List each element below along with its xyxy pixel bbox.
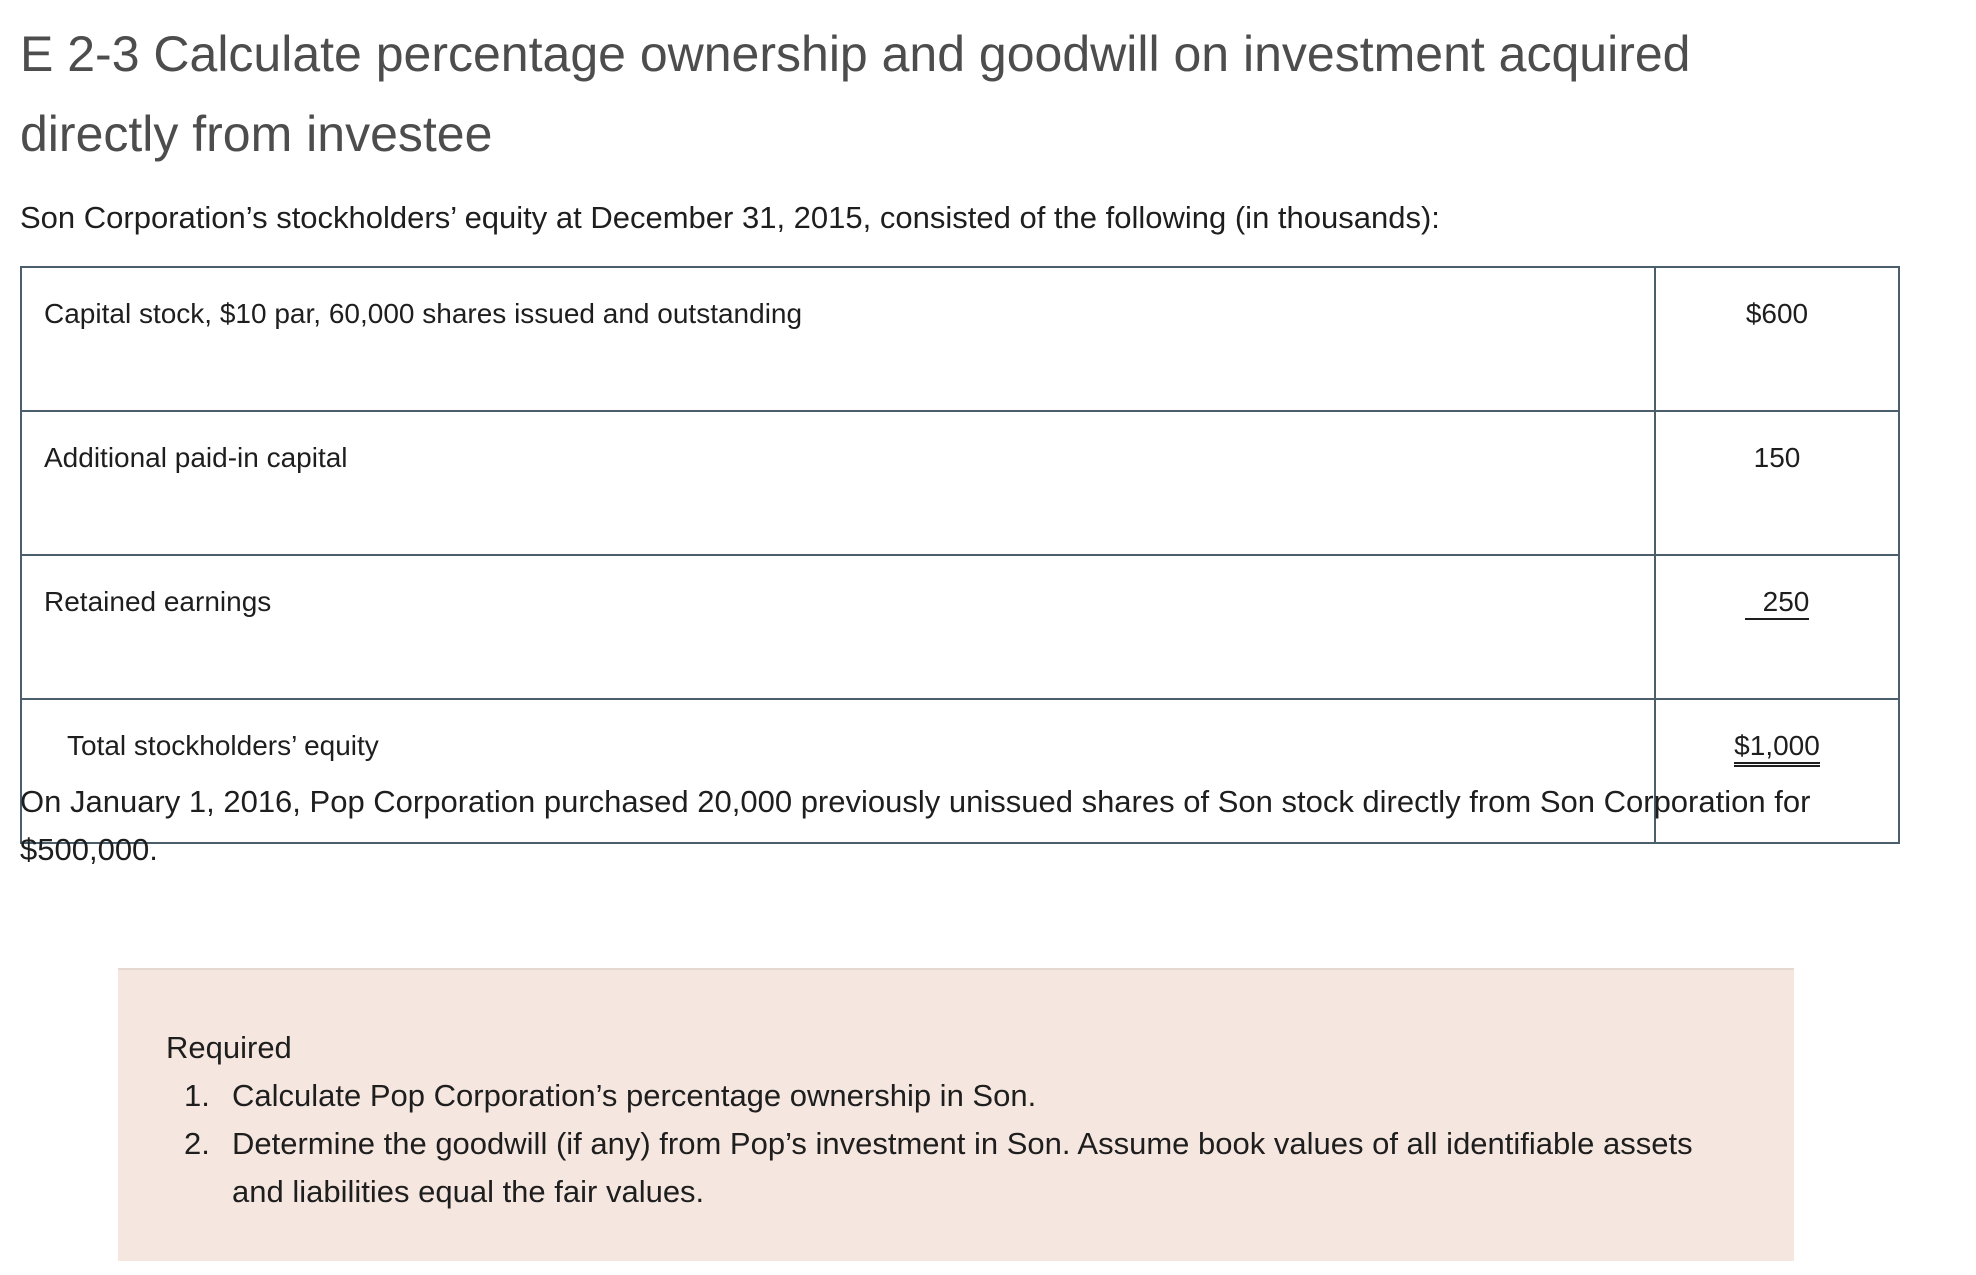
- purchase-narrative: On January 1, 2016, Pop Corporation purchased 20,000 previously unissued shares of Son stock directly from Son Corporation for $500,000.: [20, 784, 1811, 867]
- list-item: [166, 1072, 1726, 1120]
- intro-text: Son Corporation’s stockholders’ equity at December 31, 2015, consisted of the following (in thousands):: [20, 200, 1440, 235]
- list-item: [166, 1120, 1726, 1216]
- row-amount-cell: [1655, 267, 1899, 411]
- row-amount-cell: [1655, 411, 1899, 555]
- required-box: [118, 968, 1794, 1261]
- list-item-text: Determine the goodwill (if any) from Pop’s investment in Son. Assume book values of all identifiable assets and liabilities equal the fair values.: [232, 1126, 1693, 1209]
- row-amount-underlined: 250: [1745, 587, 1810, 620]
- total-label: Total stockholders’ equity: [21, 699, 1655, 843]
- total-amount: $1,000: [1734, 731, 1820, 767]
- table-row: [21, 267, 1899, 411]
- list-item-text: Calculate Pop Corporation’s percentage ownership in Son.: [232, 1078, 1037, 1113]
- required-list: [166, 1072, 1726, 1216]
- list-item-number: 2.: [184, 1126, 210, 1161]
- row-amount-cell: [1655, 555, 1899, 699]
- table-row: [21, 411, 1899, 555]
- required-heading: Required: [166, 1030, 292, 1065]
- exercise-title: E 2-3 Calculate percentage ownership and goodwill on investment acquired directly from investee: [20, 26, 1691, 162]
- row-label: Additional paid-in capital: [21, 411, 1655, 555]
- stockholders-equity-table: [20, 266, 1900, 844]
- list-item-number: 1.: [184, 1078, 210, 1113]
- row-amount: 150: [1753, 442, 1801, 473]
- table-row: [21, 555, 1899, 699]
- row-label: Capital stock, $10 par, 60,000 shares issued and outstanding: [21, 267, 1655, 411]
- row-amount: $600: [1745, 298, 1809, 329]
- row-label: Retained earnings: [21, 555, 1655, 699]
